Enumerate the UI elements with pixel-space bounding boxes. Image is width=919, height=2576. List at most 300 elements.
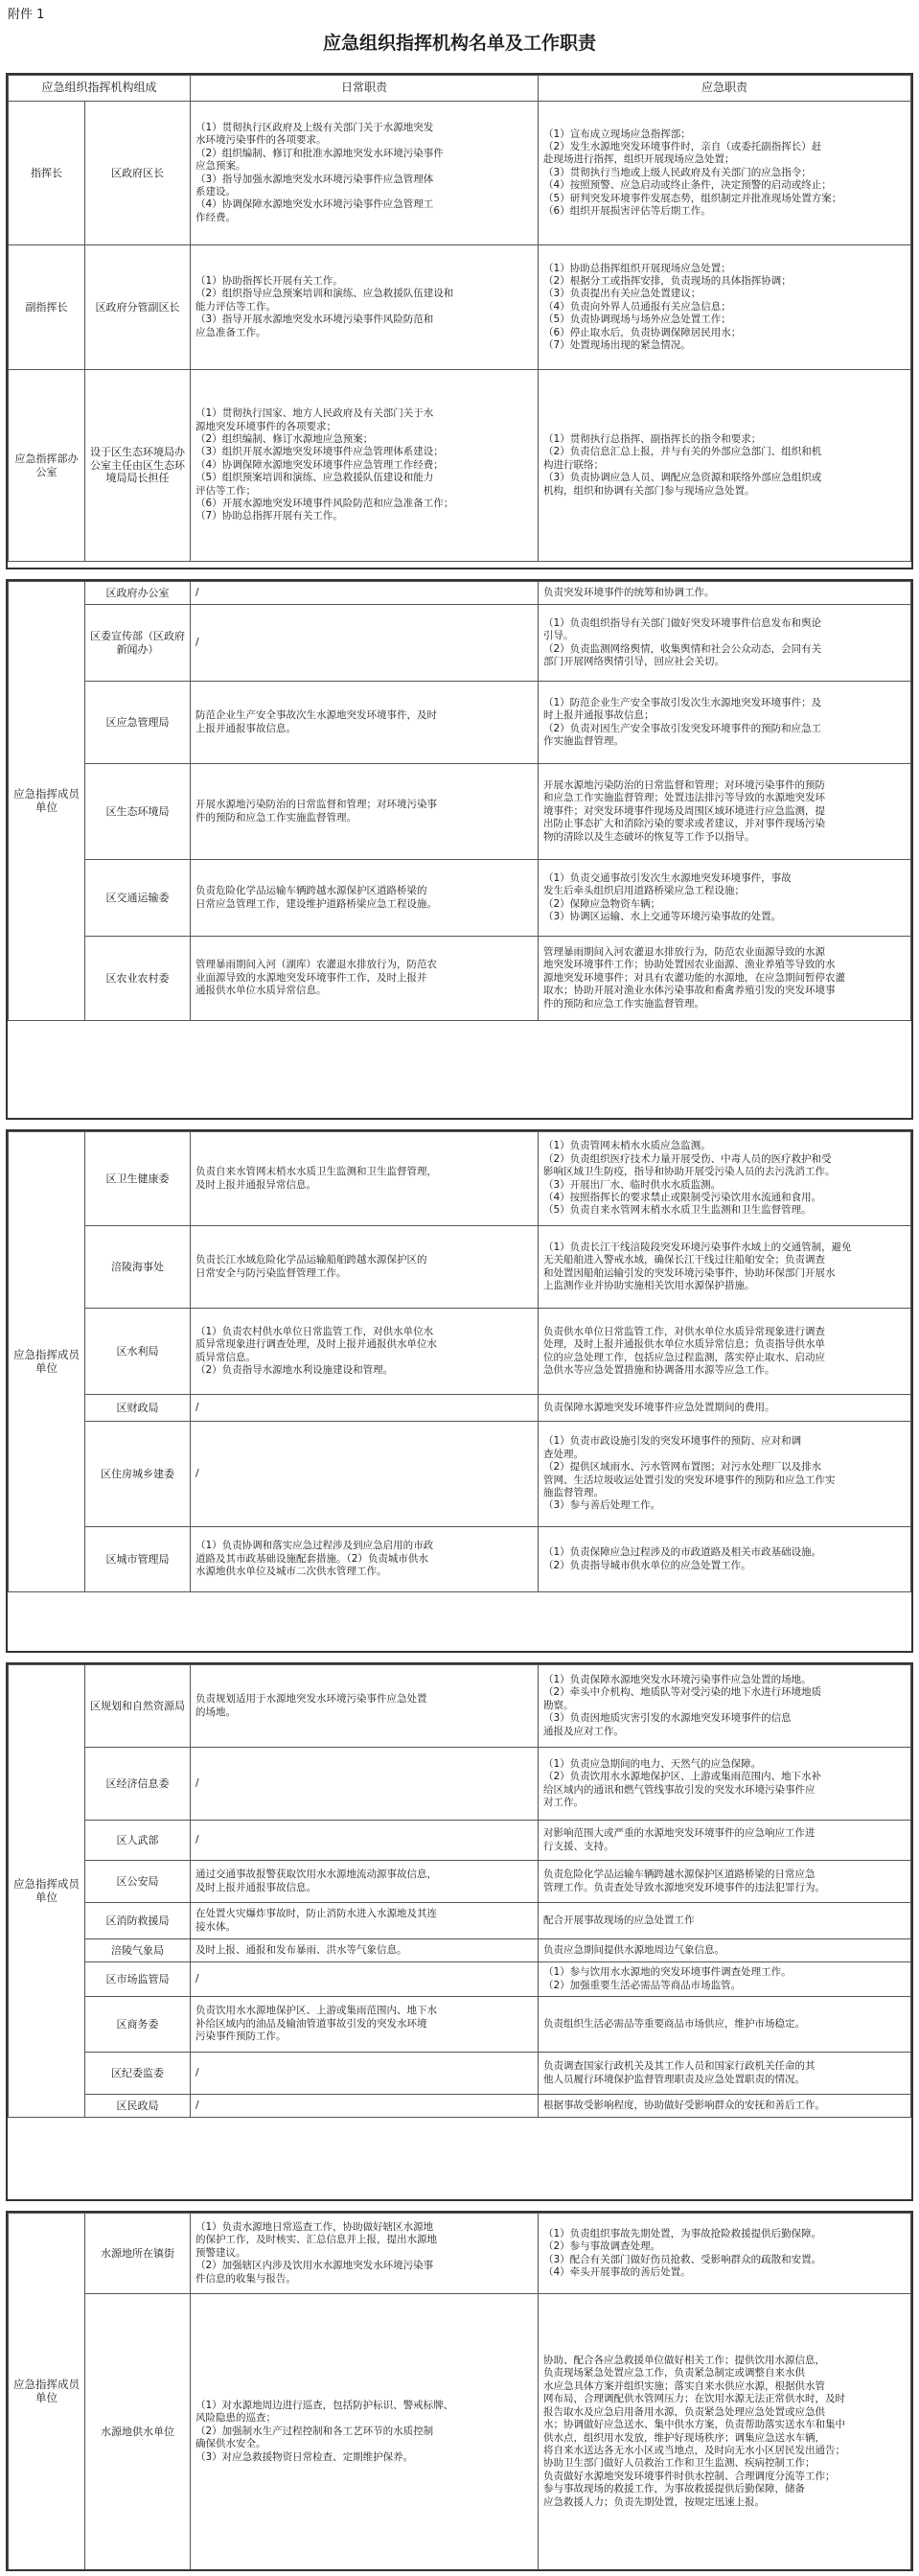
command-section (6, 73, 913, 569)
daily-duty-cell (191, 1226, 539, 1309)
cell-text-line: 位的应急处理工作，包括应急过程监测，落实停止取水、启动应 (543, 1351, 825, 1363)
emergency-duty-cell (539, 605, 911, 682)
emergency-duty-cell (539, 764, 911, 860)
cell-text-line: （2）组织编制、修订和批准水源地突发水环境污染事件 (195, 147, 444, 159)
unit-name-cell: 区委宣传部（区政府新闻办） (85, 605, 191, 682)
cell-text-line: 作实施监督管理。 (543, 734, 624, 747)
cell-text-line: 水环境污染事件的各项要求。 (195, 134, 327, 147)
cell-text-line: （1）宣布成立现场应急指挥部； (543, 128, 691, 140)
unit-name-cell: 区市场监管局 (85, 1962, 191, 1997)
cell-text-line: 网布局，合理调配供水管网压力；在饮用水源无法正常供水时，及时 (543, 2393, 845, 2405)
members-section-4 (6, 2211, 913, 2571)
member-row (9, 605, 911, 682)
member-row (9, 1962, 911, 1997)
member-row (9, 937, 911, 1021)
unit-name-cell: 区人武部 (85, 1821, 191, 1861)
cell-text-line: 报告取水及应急启用备用水源，负责紧急处理应急处置或应急供 (543, 2405, 825, 2418)
unit-name-cell: 区生态环境局 (85, 764, 191, 860)
members-section-2 (6, 1129, 913, 1653)
cell-text-line: 负责供水单位日常监管工作，对供水单位水质异常现象进行调查 (543, 1325, 825, 1337)
cell-text-line: 质异常信息。 (195, 1351, 256, 1363)
cell-text-line: 负责突发环境事件的统筹和协调工作。 (543, 586, 715, 598)
unit-name-cell: 区商务委 (85, 1997, 191, 2053)
emergency-duty-cell (539, 102, 911, 245)
cell-text-line: （1）负责保障水源地突发水环境污染事件应急处置的场地。 (543, 1673, 812, 1685)
cell-text-line: 查处理。 (543, 1448, 584, 1460)
cell-text-line: 通过交通事故报警获取饮用水水源地流动源事故信息， (195, 1868, 437, 1881)
cell-text-line: （3）负责因地质灾害引发的水源地突发环境事件的信息 (543, 1712, 792, 1725)
cell-text-line: （3）指导加强水源地突发水环境污染事件应急管理体 (195, 173, 434, 185)
person-cell: 区政府区长 (85, 102, 191, 245)
cell-text-line: （1）贯彻执行国家、地方人民政府及有关部门关于水 (195, 407, 434, 420)
cell-text-line: （2）负责信息汇总上报，并与有关的外部应急部门、组织和机 (543, 446, 822, 458)
cell-text-line: （3）参与善后处理工作。 (543, 1499, 661, 1512)
unit-name-cell: 区应急管理局 (85, 682, 191, 764)
cell-text-line: 物的清除以及生态破坏的恢复等工作予以指导。 (543, 830, 755, 843)
emergency-duty-cell (539, 937, 911, 1021)
cell-text-line: （3）指导开展水源地突发水环境污染事件风险防范和 (195, 313, 434, 326)
unit-name-cell: 区消防救援局 (85, 1903, 191, 1939)
cell-text-line: 开展水源地污染防治的日常监督和管理；对环境污染事 (195, 799, 437, 811)
cell-text-line: 时上报并通报事故信息； (543, 709, 655, 722)
cell-text-line: 将自来水送达各无水小区或当地点，及时向无水小区居民发出通告； (543, 2444, 845, 2456)
cell-text-line: 出防止事态扩大和消除污染的要求或者建议，并对事件现场污染 (543, 818, 825, 830)
attachment-label: 附件 1 (8, 8, 45, 22)
member-row (9, 2053, 911, 2095)
emergency-duty-cell (539, 860, 911, 937)
cell-text-line: （1）贯彻执行区政府及上级有关部门关于水源地突发 (195, 121, 434, 133)
cell-text-line: 评估等工作； (195, 484, 257, 497)
cell-text-line: 接水体。 (195, 1920, 236, 1933)
daily-duty-cell (191, 245, 539, 370)
cell-text-line: 行支援、支持。 (543, 1840, 614, 1852)
cell-text-line: （5）研判突发环境事件发展态势，组织制定并批准现场处置方案； (543, 192, 842, 204)
cell-text-line: 上报并通报事故信息。 (195, 722, 296, 734)
cell-text-line: 水源地供水单位及城市二次供水管理工作。 (195, 1566, 387, 1578)
cell-text-line: （4）牵头开展事故的善后处置。 (543, 2265, 691, 2278)
cell-text-line: （1）负责保障应急过程涉及的市政道路及相关市政基础设施。 (543, 1546, 822, 1559)
cell-text-line: 防范企业生产安全事故次生水源地突发环境事件，及时 (195, 709, 437, 722)
cell-text-line: （4）按照指挥长的要求禁止或限制受污染饮用水流通和食用。 (543, 1191, 822, 1203)
cell-text-line: 无关船舶进入警戒水域，确保长江干线过往船舶安全；负责调查 (543, 1254, 825, 1266)
cell-text-line: （2）加强制水生产过程控制和各工艺环节的水质控制 (195, 2425, 434, 2437)
daily-duty-cell (191, 1395, 539, 1422)
cell-text-line: 负责饮用水水源地保护区、上游或集雨范围内、地下水 (195, 2005, 437, 2017)
cell-text-line: / (195, 1833, 199, 1845)
cell-text-line: 水；协调做好应急送水、集中供水方案，负责帮助落实送水车和集中 (543, 2419, 845, 2431)
member-row (9, 1861, 911, 1903)
cell-text-line: （3）贯彻执行当地或上级人民政府及有关部门的应急指令； (543, 166, 812, 178)
cell-text-line: （1）负责水源地日常巡查工作，协助做好辖区水源地 (195, 2220, 434, 2233)
member-row (9, 1821, 911, 1861)
daily-duty-cell (191, 1309, 539, 1395)
cell-text-line: （2）提供区域雨水、污水管网布置图；对污水处理厂以及排水 (543, 1461, 822, 1474)
cell-text-line: （5）负责自来水管网末梢水水质卫生监测和卫生监督管理。 (543, 1204, 812, 1217)
member-row (9, 2095, 911, 2118)
cell-text-line: 地突发环境事件工作；协助处置因农业面源、渔业养殖等导致的水 (543, 959, 836, 971)
emergency-duty-cell (539, 582, 911, 605)
cell-text-line: 管理暴雨期间入河农灌退水排放行为，防范农业面源导致的水源 (543, 945, 825, 958)
member-row (9, 2214, 911, 2294)
daily-duty-cell (191, 860, 539, 937)
cell-text-line: 开展水源地污染防治的日常监督和管理；对环境污染事件的预防 (543, 778, 825, 791)
emergency-duty-cell (539, 1527, 911, 1592)
cell-text-line: / (195, 1776, 199, 1789)
cell-text-line: 应急救援人力；负责先期处置，按规定迅速上报。 (543, 2495, 765, 2508)
emergency-duty-cell (539, 1939, 911, 1962)
member-row (9, 1226, 911, 1309)
emergency-duty-cell (539, 1962, 911, 1997)
members-table-3 (8, 1664, 911, 2118)
cell-text-line: 负责做好水源地突发环境事件时供水控制、合理调度分流等工作； (543, 2470, 836, 2482)
command-table (8, 75, 911, 562)
cell-text-line: 日常应急管理工作，建设维护道路桥梁应急工程设施。 (195, 897, 437, 910)
cell-text-line: 管理工作。负责查处导致水源地突发环境事件的违法犯罪行为。 (543, 1881, 825, 1893)
daily-duty-cell (191, 2294, 539, 2570)
daily-duty-cell (191, 1997, 539, 2053)
members-section-3 (6, 1662, 913, 2201)
cell-text-line: （6）开展水源地突发环境事件风险防范和应急准备工作； (195, 498, 454, 510)
cell-text-line: 管网、生活垃圾收运处置引发的突发环境事件的预防和应急工作实 (543, 1474, 836, 1486)
emergency-duty-cell (539, 2053, 911, 2095)
cell-text-line: 件信息的收集与报告。 (195, 2272, 296, 2285)
emergency-duty-cell (539, 2294, 911, 2570)
daily-duty-cell (191, 370, 539, 562)
unit-name-cell: 区公安局 (85, 1861, 191, 1903)
cell-text-line: 负责应急期间提供水源地周边气象信息。 (543, 1943, 724, 1956)
cell-text-line: 配合开展事故现场的应急处置工作 (543, 1914, 695, 1926)
header-daily: 日常职责 (191, 76, 539, 102)
cell-text-line: （6）组织开展损害评估等后期工作。 (543, 205, 711, 218)
cell-text-line: （3）协调区运输、水上交通等环境污染事故的处置。 (543, 910, 782, 922)
cell-text-line: / (195, 2099, 199, 2111)
role-cell: 副指挥长 (9, 245, 85, 370)
cell-text-line: （1）防范企业生产安全事故引发次生水源地突发环境事件；及 (543, 696, 822, 708)
cell-text-line: 及时上报、通报和发布暴雨、洪水等气象信息。 (195, 1943, 407, 1956)
cell-text-line: 负责长江水域危险化学品运输船舶跨越水源保护区的 (195, 1254, 427, 1266)
member-group-label: 应急指挥成员单位 (9, 2214, 85, 2570)
cell-text-line: （1）负责组织事故先期处置，为事故抢险救援提供后勤保障。 (543, 2227, 822, 2239)
unit-name-cell: 区纪委监委 (85, 2053, 191, 2095)
cell-text-line: 业面源导致的水源地突发环境事件工作，及时上报并 (195, 971, 427, 984)
role-cell: 应急指挥部办公室 (9, 370, 85, 562)
cell-text-line: （2）负责指导城市供水单位的应急处置工作。 (543, 1559, 751, 1571)
cell-text-line: （5）组织预案培训和演练、应急救援队伍建设和能力 (195, 472, 434, 484)
cell-text-line: 协助卫生部门做好人员救治工作和卫生监测、疾病控制工作； (543, 2457, 816, 2470)
cell-text-line: （1）负责市政设施引发的突发环境事件的预防、应对和调 (543, 1435, 802, 1448)
cell-text-line: 水应急具体方案并组织实施；落实自来水供应水源，根据供水管 (543, 2379, 825, 2392)
cell-text-line: （2）负责组织医疗技术力量开展受伤、中毒人员的医疗救护和受 (543, 1152, 832, 1165)
cell-text-line: 构进行联络； (543, 458, 605, 471)
cell-text-line: （2）加强辖区内涉及饮用水水源地突发水环境污染事 (195, 2260, 434, 2272)
person-cell: 区政府分管副区长 (85, 245, 191, 370)
command-row (9, 370, 911, 562)
members-rows-3 (9, 1665, 911, 2118)
unit-name-cell: 区民政局 (85, 2095, 191, 2118)
cell-text-line: 负责危险化学品运输车辆跨越水源保护区道路桥梁的日常应急 (543, 1868, 816, 1881)
cell-text-line: 污染事件预防工作。 (195, 2031, 287, 2043)
unit-name-cell: 区政府办公室 (85, 582, 191, 605)
header-org: 应急组织指挥机构组成 (9, 76, 191, 102)
unit-name-cell: 区住房城乡建委 (85, 1422, 191, 1527)
cell-text-line: 境事件；对突发环境事件现场及周围区域环境进行应急监测，提 (543, 804, 825, 817)
cell-text-line: 及时上报并通报异常信息。 (195, 1178, 316, 1191)
emergency-duty-cell (539, 1309, 911, 1395)
member-row (9, 1997, 911, 2053)
cell-text-line: （1）协助总指挥组织开展现场应急处置； (543, 262, 731, 274)
emergency-duty-cell (539, 1226, 911, 1309)
cell-text-line: （1）协助指挥长开展有关工作。 (195, 274, 343, 287)
cell-text-line: 协助、配合各应急救援单位做好相关工作；提供饮用水源信息， (543, 2355, 825, 2367)
cell-text-line: （3）组织开展水源地突发环境事件应急管理体系建设； (195, 446, 444, 458)
cell-text-line: 预警建议。 (195, 2246, 246, 2259)
cell-text-line: 系建设。 (195, 185, 237, 197)
cell-text-line: （4）按照预警、应急启动或终止条件，决定预警的启动或终止； (543, 179, 832, 192)
cell-text-line: 赴现场进行指挥，组织开展现场应急处置； (543, 153, 735, 166)
cell-text-line: （2）根据分工或指挥安排，负责现场的具体指挥协调； (543, 274, 792, 287)
emergency-duty-cell (539, 1665, 911, 1748)
cell-text-line: 和处置因船舶运输引发的突发环境污染事件，协助环保部门开展水 (543, 1266, 836, 1279)
cell-text-line: 负责组织生活必需品等重要商品市场供应，维护市场稳定。 (543, 2017, 805, 2030)
cell-text-line: （2）负责对因生产安全事故引发突发环境事件的预防和应急工 (543, 722, 822, 734)
cell-text-line: （3）开展出厂水、临时供水水质监测。 (543, 1178, 722, 1191)
cell-text-line: / (195, 1972, 199, 1984)
cell-text-line: 日常安全与防污染监督管理工作。 (195, 1266, 347, 1279)
cell-text-line: 补给区域内的油品及输油管道事故引发的突发水环境 (195, 2017, 427, 2030)
cell-text-line: / (195, 1467, 199, 1479)
cell-text-line: 勘察。 (543, 1699, 574, 1711)
members-table-4 (8, 2213, 911, 2570)
member-group-label: 应急指挥成员单位 (9, 1665, 85, 2118)
member-row (9, 1903, 911, 1939)
command-row (9, 102, 911, 245)
cell-text-line: （1）负责长江干线涪陵段突发环境污染事件水域上的交通管制，避免 (543, 1241, 852, 1253)
cell-text-line: 影响区域卫生防疫，指导和协助开展受污染人员的去污洗消工作。 (543, 1166, 836, 1178)
cell-text-line: （2）负责指导水源地水利设施建设和管理。 (195, 1363, 394, 1376)
members-rows-4 (9, 2214, 911, 2570)
cell-text-line: / (195, 2066, 199, 2078)
daily-duty-cell (191, 1821, 539, 1861)
daily-duty-cell (191, 764, 539, 860)
emergency-duty-cell (539, 1395, 911, 1422)
members-section-1 (6, 579, 913, 1120)
cell-text-line: 部门开展网络舆情引导，回应社会关切。 (543, 655, 724, 667)
cell-text-line: （5）负责协调现场与场外应急处置工作； (543, 313, 731, 326)
unit-name-cell: 水源地所在镇街 (85, 2214, 191, 2294)
emergency-duty-cell (539, 245, 911, 370)
member-row (9, 1422, 911, 1527)
cell-text-line: 负责规划适用于水源地突发水环境污染事件应急处置 (195, 1693, 427, 1706)
cell-text-line: （3）负责协调应急人员、调配应急资源和联络外部应急组织或 (543, 472, 822, 484)
emergency-duty-cell (539, 1422, 911, 1527)
cell-text-line: 急供水等应急处置措施和协调备用水源等应急工作。 (543, 1363, 775, 1376)
cell-text-line: （7）协助总指挥开展有关工作。 (195, 510, 343, 522)
cell-text-line: 件的预防和应急工作实施监督管理。 (543, 997, 704, 1010)
unit-name-cell: 区财政局 (85, 1395, 191, 1422)
cell-text-line: （4）协调保障水源地突发水环境污染事件应急管理工 (195, 198, 434, 211)
daily-duty-cell (191, 1665, 539, 1748)
cell-text-line: （4）负责向外界人员通报有关应急信息； (543, 300, 731, 313)
cell-text-line: 负责自来水管网末梢水水质卫生监测和卫生监督管理， (195, 1166, 437, 1178)
cell-text-line: （3）对应急救援物资日常检查、定期维护保养。 (195, 2450, 414, 2463)
unit-name-cell: 涪陵气象局 (85, 1939, 191, 1962)
daily-duty-cell (191, 1903, 539, 1939)
daily-duty-cell (191, 1527, 539, 1592)
unit-name-cell: 区交通运输委 (85, 860, 191, 937)
daily-duty-cell (191, 1962, 539, 1997)
cell-text-line: 取水；协助开展对渔业水体污染事故和畜禽养殖引发的突发环境事 (543, 985, 836, 997)
cell-text-line: （1）负责管网末梢水水质应急监测。 (543, 1140, 711, 1152)
cell-text-line: 处理，及时上报并通报供水单位水质异常信息；负责指导供水单 (543, 1338, 825, 1351)
cell-text-line: 根据事故受影响程度，协助做好受影响群众的安抚和善后工作。 (543, 2099, 825, 2111)
cell-text-line: 通报及应对工作。 (543, 1725, 624, 1737)
cell-text-line: 作经费。 (195, 211, 237, 223)
unit-name-cell: 区经济信息委 (85, 1748, 191, 1821)
member-group-label: 应急指挥成员单位 (9, 1132, 85, 1592)
cell-text-line: 能力评估等工作。 (195, 300, 277, 313)
cell-text-line: 管理暴雨期间入河（湖库）农灌退水排放行为，防范农 (195, 959, 437, 971)
cell-text-line: （7）处置现场出现的紧急情况。 (543, 339, 691, 352)
daily-duty-cell (191, 1748, 539, 1821)
members-table-2 (8, 1131, 911, 1592)
unit-name-cell: 涪陵海事处 (85, 1226, 191, 1309)
emergency-duty-cell (539, 370, 911, 562)
cell-text-line: 参与事故现场的救援工作，为事故救援提供后勤保障，储备 (543, 2483, 805, 2495)
unit-name-cell: 水源地供水单位 (85, 2294, 191, 2570)
cell-text-line: 的保护工作，及时核实、汇总信息并上报，提出水源地 (195, 2234, 437, 2246)
cell-text-line: / (195, 586, 199, 598)
cell-text-line: （2）负责饮用水水源地保护区、上游或集雨范围内、地下水补 (543, 1771, 822, 1783)
daily-duty-cell (191, 2214, 539, 2294)
cell-text-line: 上监测作业并协助实施相关饮用水源保护措施。 (543, 1279, 755, 1291)
cell-text-line: 道路及其市政基础设施配套措施。（2）负责城市供水 (195, 1552, 428, 1565)
daily-duty-cell (191, 1861, 539, 1903)
daily-duty-cell (191, 1132, 539, 1226)
cell-text-line: （2）加强重要生活必需品等商品市场监管。 (543, 1979, 742, 1991)
table-header-row (9, 76, 911, 102)
daily-duty-cell (191, 102, 539, 245)
cell-text-line: （2）参与事故调查处理。 (543, 2240, 661, 2253)
member-row (9, 682, 911, 764)
cell-text-line: / (195, 636, 199, 648)
cell-text-line: 应急预案。 (195, 160, 246, 173)
cell-text-line: 及时上报并通报事故信息。 (195, 1881, 316, 1893)
cell-text-line: （1）负责组织指导有关部门做好突发环境事件信息发布和舆论 (543, 616, 822, 629)
cell-text-line: （1）负责交通事故引发次生水源地突发环境事件，事故 (543, 871, 792, 884)
cell-text-line: 发生后牵头组织启用道路桥梁应急工程设施； (543, 885, 745, 897)
daily-duty-cell (191, 2053, 539, 2095)
cell-text-line: （3）负责提出有关应急处置建议； (543, 288, 701, 300)
daily-duty-cell (191, 1939, 539, 1962)
daily-duty-cell (191, 605, 539, 682)
member-row (9, 1939, 911, 1962)
cell-text-line: 供水点，组织用水发放，维护好现场秩序；调集应急送水车辆， (543, 2431, 825, 2444)
cell-text-line: 的场地。 (195, 1706, 236, 1718)
cell-text-line: （1）参与饮用水水源地的突发环境事件调查处理工作。 (543, 1966, 792, 1979)
cell-text-line: 机构，组织和协调有关部门参与现场应急处置。 (543, 484, 755, 497)
cell-text-line: 给区域内的通讯和燃气管线事故引发的突发水环境污染事件应 (543, 1783, 816, 1796)
cell-text-line: 源地突发环境事件；对具有农灌功能的水源地，在应急期间暂停农灌 (543, 971, 845, 984)
emergency-duty-cell (539, 1132, 911, 1226)
cell-text-line: 源地突发环境事件的各项要求； (195, 420, 337, 432)
cell-text-line: （3）配合有关部门做好伤员抢救、受影响群众的疏散和安置。 (543, 2253, 822, 2265)
member-row (9, 1665, 911, 1748)
command-rows (9, 102, 911, 562)
header-emergency: 应急职责 (539, 76, 911, 102)
role-cell: 指挥长 (9, 102, 85, 245)
cell-text-line: （2）发生水源地突发环境事件时，亲自（或委托副指挥长）赶 (543, 140, 822, 152)
cell-text-line: 风险隐患的巡查； (195, 2412, 276, 2425)
member-row (9, 860, 911, 937)
cell-text-line: （1）负责农村供水单位日常监管工作，对供水单位水 (195, 1325, 434, 1337)
cell-text-line: 对工作。 (543, 1796, 584, 1808)
cell-text-line: 件的预防和应急工作实施监督管理。 (195, 811, 356, 824)
cell-text-line: （1）对水源地周边进行巡查，包括防护标识、警戒标牌、 (195, 2399, 454, 2411)
cell-text-line: （1）负责应急期间的电力、天然气的应急保障。 (543, 1757, 762, 1770)
cell-text-line: （2）负责监测网络舆情，收集舆情和社会公众动态，会同有关 (543, 642, 822, 655)
member-row (9, 1309, 911, 1395)
member-row (9, 1132, 911, 1226)
member-row (9, 582, 911, 605)
cell-text-line: 在处置火灾爆炸事故时，防止消防水进入水源地及其连 (195, 1908, 437, 1920)
cell-text-line: （2）保障应急物资车辆； (543, 897, 661, 910)
cell-text-line: （2）组织编制、修订水源地应急预案； (195, 432, 374, 445)
daily-duty-cell (191, 682, 539, 764)
member-row (9, 764, 911, 860)
unit-name-cell: 区规划和自然资源局 (85, 1665, 191, 1748)
cell-text-line: 质异常现象进行调查处理，及时上报并通报供水单位水 (195, 1338, 437, 1351)
emergency-duty-cell (539, 1821, 911, 1861)
cell-text-line: 引导。 (543, 630, 574, 642)
unit-name-cell: 区卫生健康委 (85, 1132, 191, 1226)
cell-text-line: 负责调查国家行政机关及其工作人员和国家行政机关任命的其 (543, 2060, 816, 2073)
cell-text-line: 负责危险化学品运输车辆跨越水源保护区道路桥梁的 (195, 885, 427, 897)
cell-text-line: 负责保障水源地突发环境事件应急处置期间的费用。 (543, 1401, 775, 1413)
emergency-duty-cell (539, 2095, 911, 2118)
cell-text-line: 施监督管理。 (543, 1486, 604, 1498)
emergency-duty-cell (539, 682, 911, 764)
cell-text-line: （2）组织指导应急预案培训和演练、应急救援队伍建设和 (195, 288, 454, 300)
members-rows-1 (9, 582, 911, 1021)
cell-text-line: （1）贯彻执行总指挥、副指挥长的指令和要求； (543, 432, 762, 445)
cell-text-line: 和应急工作实施监督管理；处置违法排污等导致的水源地突发环 (543, 792, 825, 804)
member-row (9, 1527, 911, 1592)
cell-text-line: （2）牵头中介机构、地质队等对受污染的地下水进行环境地质 (543, 1686, 822, 1699)
members-rows-2 (9, 1132, 911, 1592)
cell-text-line: / (195, 1401, 199, 1413)
cell-text-line: 通报供水单位水质异常信息。 (195, 985, 327, 997)
cell-text-line: （4）协调保障水源地突发环境事件应急管理工作经费； (195, 458, 444, 471)
page-title: 应急组织指挥机构名单及工作职责 (322, 33, 596, 54)
daily-duty-cell (191, 2095, 539, 2118)
daily-duty-cell (191, 937, 539, 1021)
unit-name-cell: 区水利局 (85, 1309, 191, 1395)
cell-text-line: 应急准备工作。 (195, 326, 266, 338)
cell-text-line: 他人员履行环境保护监督管理职责及应急处置职责的情况。 (543, 2073, 805, 2085)
cell-text-line: 确保供水安全。 (195, 2438, 266, 2450)
member-row (9, 1395, 911, 1422)
daily-duty-cell (191, 582, 539, 605)
member-row (9, 1748, 911, 1821)
emergency-duty-cell (539, 1861, 911, 1903)
emergency-duty-cell (539, 1748, 911, 1821)
emergency-duty-cell (539, 1903, 911, 1939)
daily-duty-cell (191, 1422, 539, 1527)
cell-text-line: （1）负责协调和落实应急过程涉及到应急启用的市政 (195, 1540, 434, 1552)
cell-text-line: （6）停止取水后，负责协调保障居民用水； (543, 326, 742, 338)
unit-name-cell: 区农业农村委 (85, 937, 191, 1021)
member-group-label: 应急指挥成员单位 (9, 582, 85, 1021)
